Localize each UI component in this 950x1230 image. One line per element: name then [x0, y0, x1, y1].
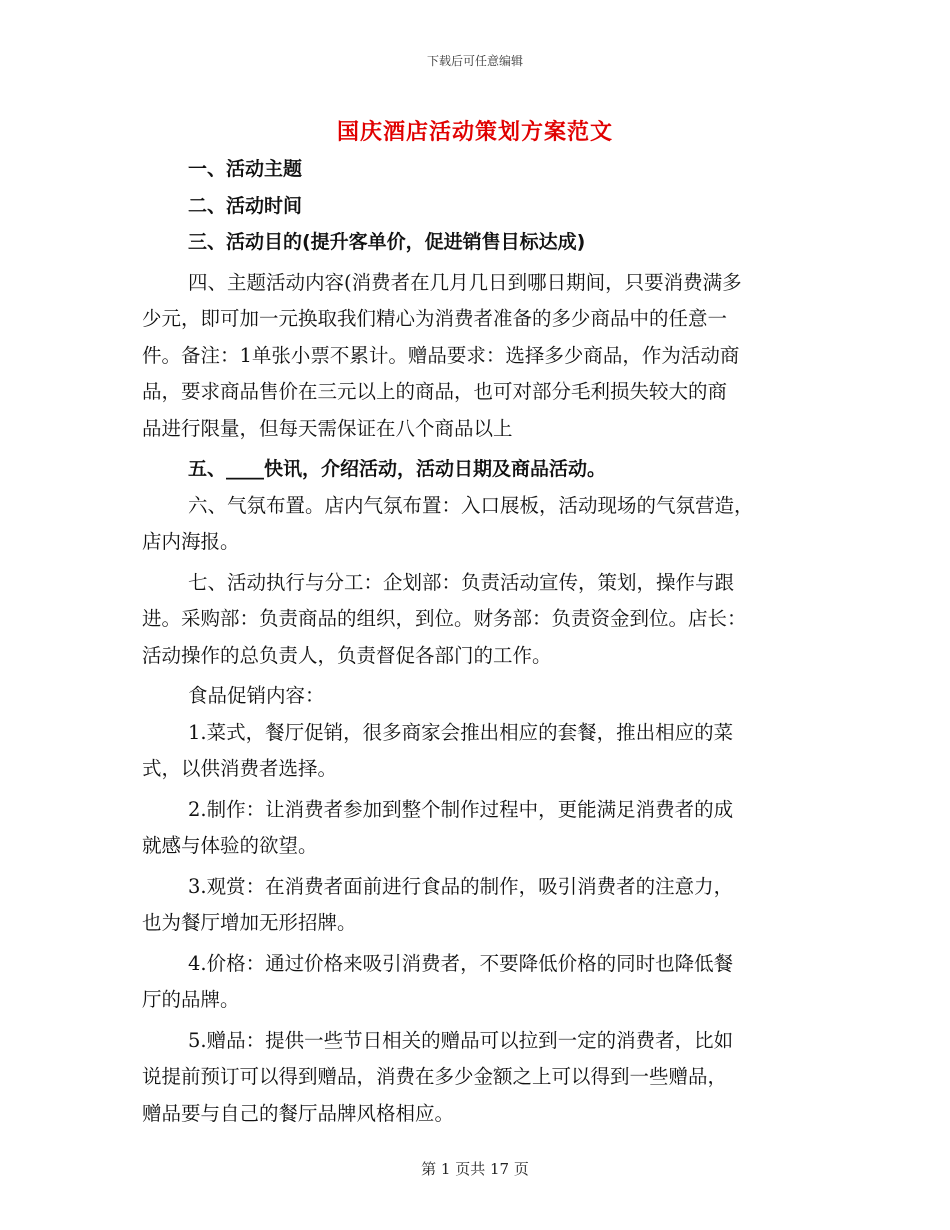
paragraph-line: 活动操作的总负责人，负责督促各部门的工作。 [142, 643, 552, 667]
document-body [142, 151, 810, 1136]
paragraph-line: 1.菜式，餐厅促销，很多商家会推出相应的套餐，推出相应的菜 [188, 720, 734, 744]
paragraph [142, 715, 810, 788]
paragraph-line: 厅的品牌。 [142, 988, 240, 1011]
page-header: 下载后可任意编辑 [426, 54, 523, 68]
paragraph-line: 品进行限量，但每天需保证在八个商品以上 [142, 416, 513, 440]
paragraph [142, 678, 810, 715]
paragraph-line: 件。备注：1单张小票不累计。赠品要求：选择多少商品，作为活动商 [142, 343, 740, 367]
paragraph [142, 151, 810, 188]
page-footer: 第 1 页共 17 页 [421, 1160, 529, 1178]
paragraph-line: 六、气氛布置。店内气氛布置：入口展板，活动现场的气氛营造， [188, 493, 754, 517]
paragraph-line: 店内海报。 [142, 530, 240, 553]
paragraph-line: 进。采购部：负责商品的组织，到位。财务部：负责资金到位。店长： [142, 607, 747, 630]
paragraph [142, 1023, 810, 1133]
paragraph-line: 少元，即可加一元换取我们精心为消费者准备的多少商品中的任意一 [142, 307, 728, 330]
paragraph-line: 也为餐厅增加无形招牌。 [142, 911, 357, 934]
paragraph-line: 式，以供消费者选择。 [142, 757, 338, 780]
paragraph [142, 265, 810, 448]
paragraph-line: 品，要求商品售价在三元以上的商品，也可对部分毛利损失较大的商 [142, 380, 728, 403]
paragraph-line: 就感与体验的欲望。 [142, 834, 318, 857]
paragraph-line: 七、活动执行与分工：企划部：负责活动宣传，策划，操作与跟 [188, 570, 735, 594]
paragraph-line: 五、____快讯，介绍活动，活动日期及商品活动。 [188, 458, 607, 480]
paragraph-line: 二、活动时间 [188, 194, 303, 217]
paragraph-line: 一、活动主题 [188, 158, 303, 180]
paragraph-line: 三、活动目的(提升客单价，促进销售目标达成) [188, 231, 586, 253]
paragraph [142, 565, 810, 675]
paragraph-line: 说提前预订可以得到赠品，消费在多少金额之上可以得到一些赠品， [142, 1065, 728, 1088]
paragraph [142, 451, 810, 488]
paragraph-line: 四、主题活动内容(消费者在几月几日到哪日期间，只要消费满多 [188, 270, 742, 294]
paragraph [142, 946, 810, 1019]
paragraph-line: 2.制作：让消费者参加到整个制作过程中，更能满足消费者的成 [188, 797, 734, 821]
paragraph-line: 4.价格：通过价格来吸引消费者，不要降低价格的同时也降低餐 [188, 951, 734, 975]
paragraph [142, 792, 810, 865]
paragraph [142, 224, 810, 261]
paragraph [142, 869, 810, 942]
paragraph [142, 488, 810, 561]
paragraph-line: 5.赠品：提供一些节日相关的赠品可以拉到一定的消费者，比如 [188, 1028, 734, 1052]
paragraph [142, 188, 810, 225]
document-title: 国庆酒店活动策划方案范文 [336, 120, 613, 145]
paragraph-line: 食品促销内容： [188, 684, 325, 707]
paragraph-line: 3.观赏：在消费者面前进行食品的制作，吸引消费者的注意力， [188, 874, 734, 898]
paragraph-line: 赠品要与自己的餐厅品牌风格相应。 [142, 1101, 455, 1125]
